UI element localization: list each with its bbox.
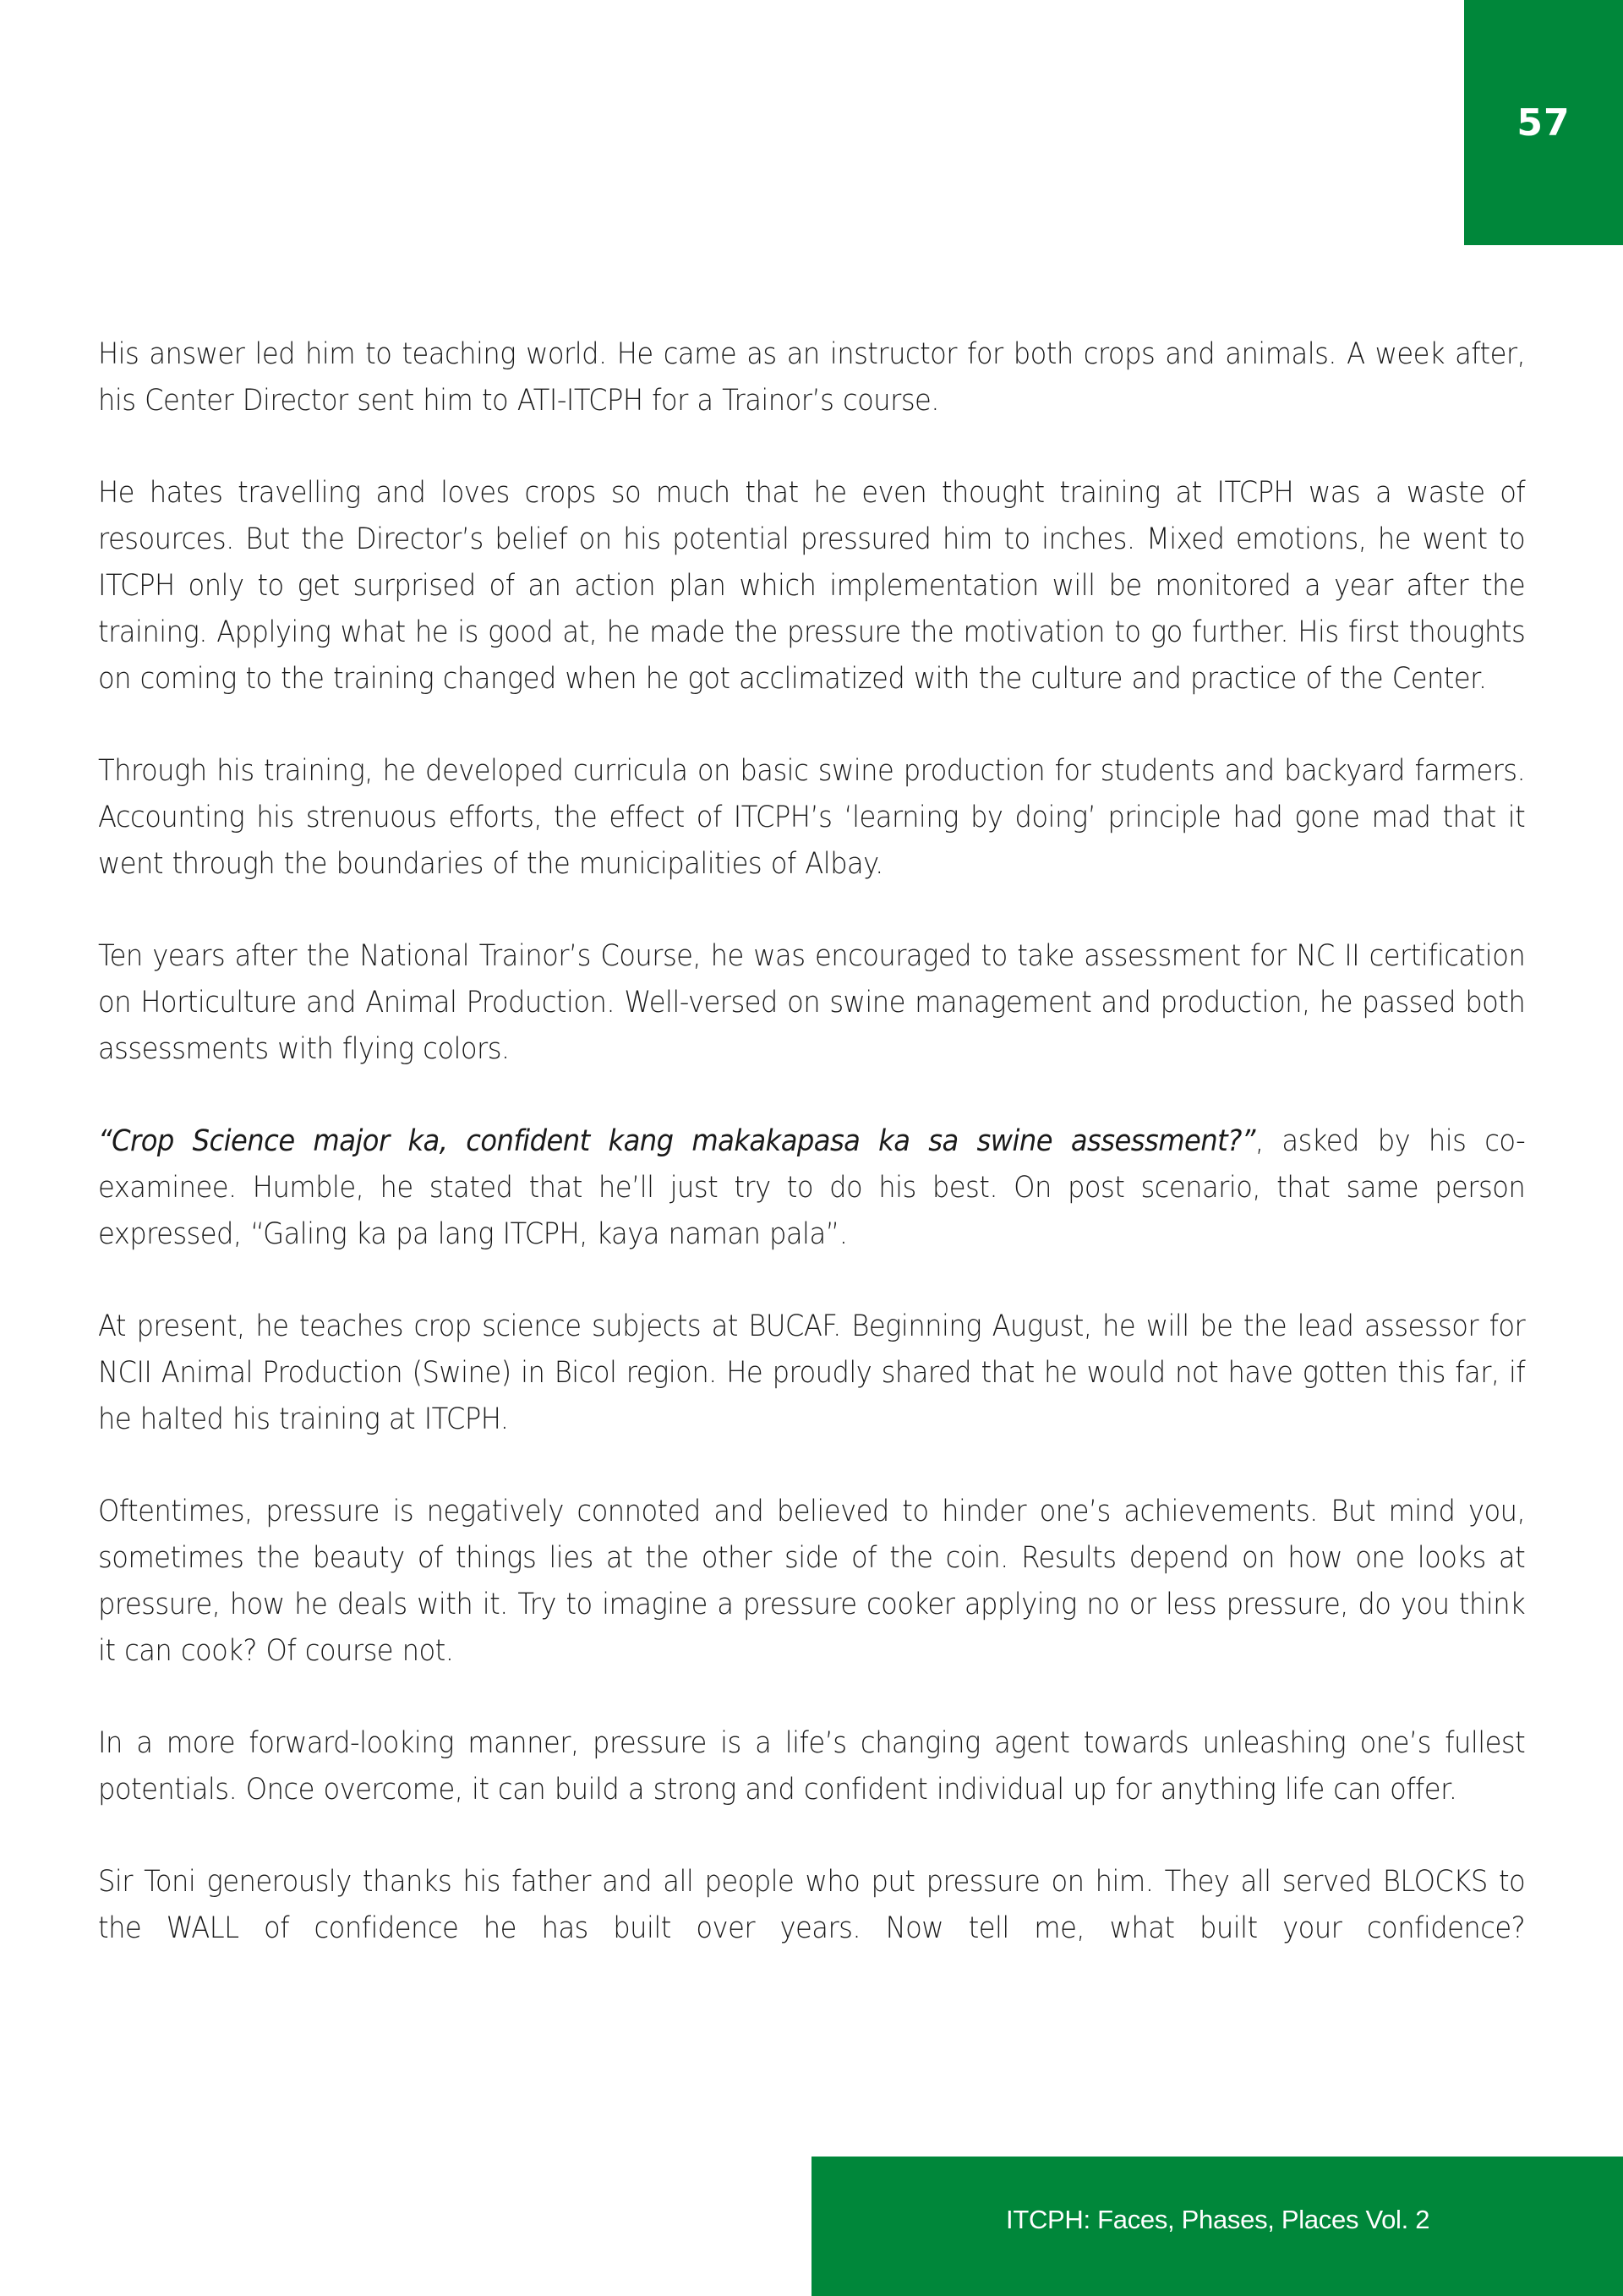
footer-publication-title: ITCPH: Faces, Phases, Places Vol. 2 bbox=[1006, 2205, 1430, 2234]
paragraph-3: Through his training, he developed curricula on basic swine production for students and backyard farmers. Accounting his strenuous efforts, the effect of ITCPH’s ‘learning by doing’ principle had gone mad that it went through the boundaries of the municipalities of Albay. bbox=[98, 754, 1526, 881]
page-number: 57 bbox=[1516, 101, 1571, 145]
article-body bbox=[98, 331, 1525, 1998]
paragraph-4: Ten years after the National Trainor’s Course, he was encouraged to take assessment for NC II certification on Horticulture and Animal Production. Well-versed on swine management and production, he passed both assessments with flying colors. bbox=[98, 939, 1526, 1066]
page-number-tab bbox=[1464, 0, 1623, 245]
quote-continuation: , asked by his co-examinee. Humble, he stated that he’ll just try to do his best. On post scenario, that same person expressed, “Galing ka pa lang ITCPH, kaya naman pala”. bbox=[98, 1124, 1526, 1251]
paragraph-5-quote bbox=[98, 1118, 1525, 1258]
paragraph-6: At present, he teaches crop science subjects at BUCAF. Beginning August, he will be the lead assessor for NCII Animal Production (Swine) in Bicol region. He proudly shared that he would not have gotten this far, if he halted his training at ITCPH. bbox=[98, 1309, 1526, 1436]
paragraph-9: Sir Toni generously thanks his father and all people who put pressure on him. They all served BLOCKS to the WALL of confidence he has built over years. Now tell me, what built your confidence? bbox=[98, 1865, 1526, 1945]
paragraph-8: In a more forward-looking manner, pressure is a life’s changing agent towards unleashing one’s fullest potentials. Once overcome, it can build a strong and confident individual up for anything life can offer. bbox=[98, 1726, 1526, 1807]
paragraph-7: Oftentimes, pressure is negatively connoted and believed to hinder one’s achievements. But mind you, sometimes the beauty of things lies at the other side of the coin. Results depend on how one looks at pressure, how he deals with it. Try to imagine a pressure cooker applying no or less pressure, do you think it can cook? Of course not. bbox=[98, 1495, 1526, 1668]
paragraph-1: His answer led him to teaching world. He came as an instructor for both crops and animals. A week after, his Center Director sent him to ATI-ITCPH for a Trainor’s course. bbox=[98, 337, 1526, 418]
quoted-question: “Crop Science major ka, confident kang makakapasa ka sa swine assessment?” bbox=[98, 1124, 1255, 1158]
paragraph-2: He hates travelling and loves crops so much that he even thought training at ITCPH was a waste of resources. But the Director’s belief on his potential pressured him to inches. Mixed emotions, he went to ITCPH only to get surprised of an action plan which implementation will be monitored a year after the training. Applying what he is good at, he made the pressure the motivation to go further. His first thoughts on coming to the training changed when he got acclimatized with the culture and practice of the Center. bbox=[98, 476, 1526, 696]
